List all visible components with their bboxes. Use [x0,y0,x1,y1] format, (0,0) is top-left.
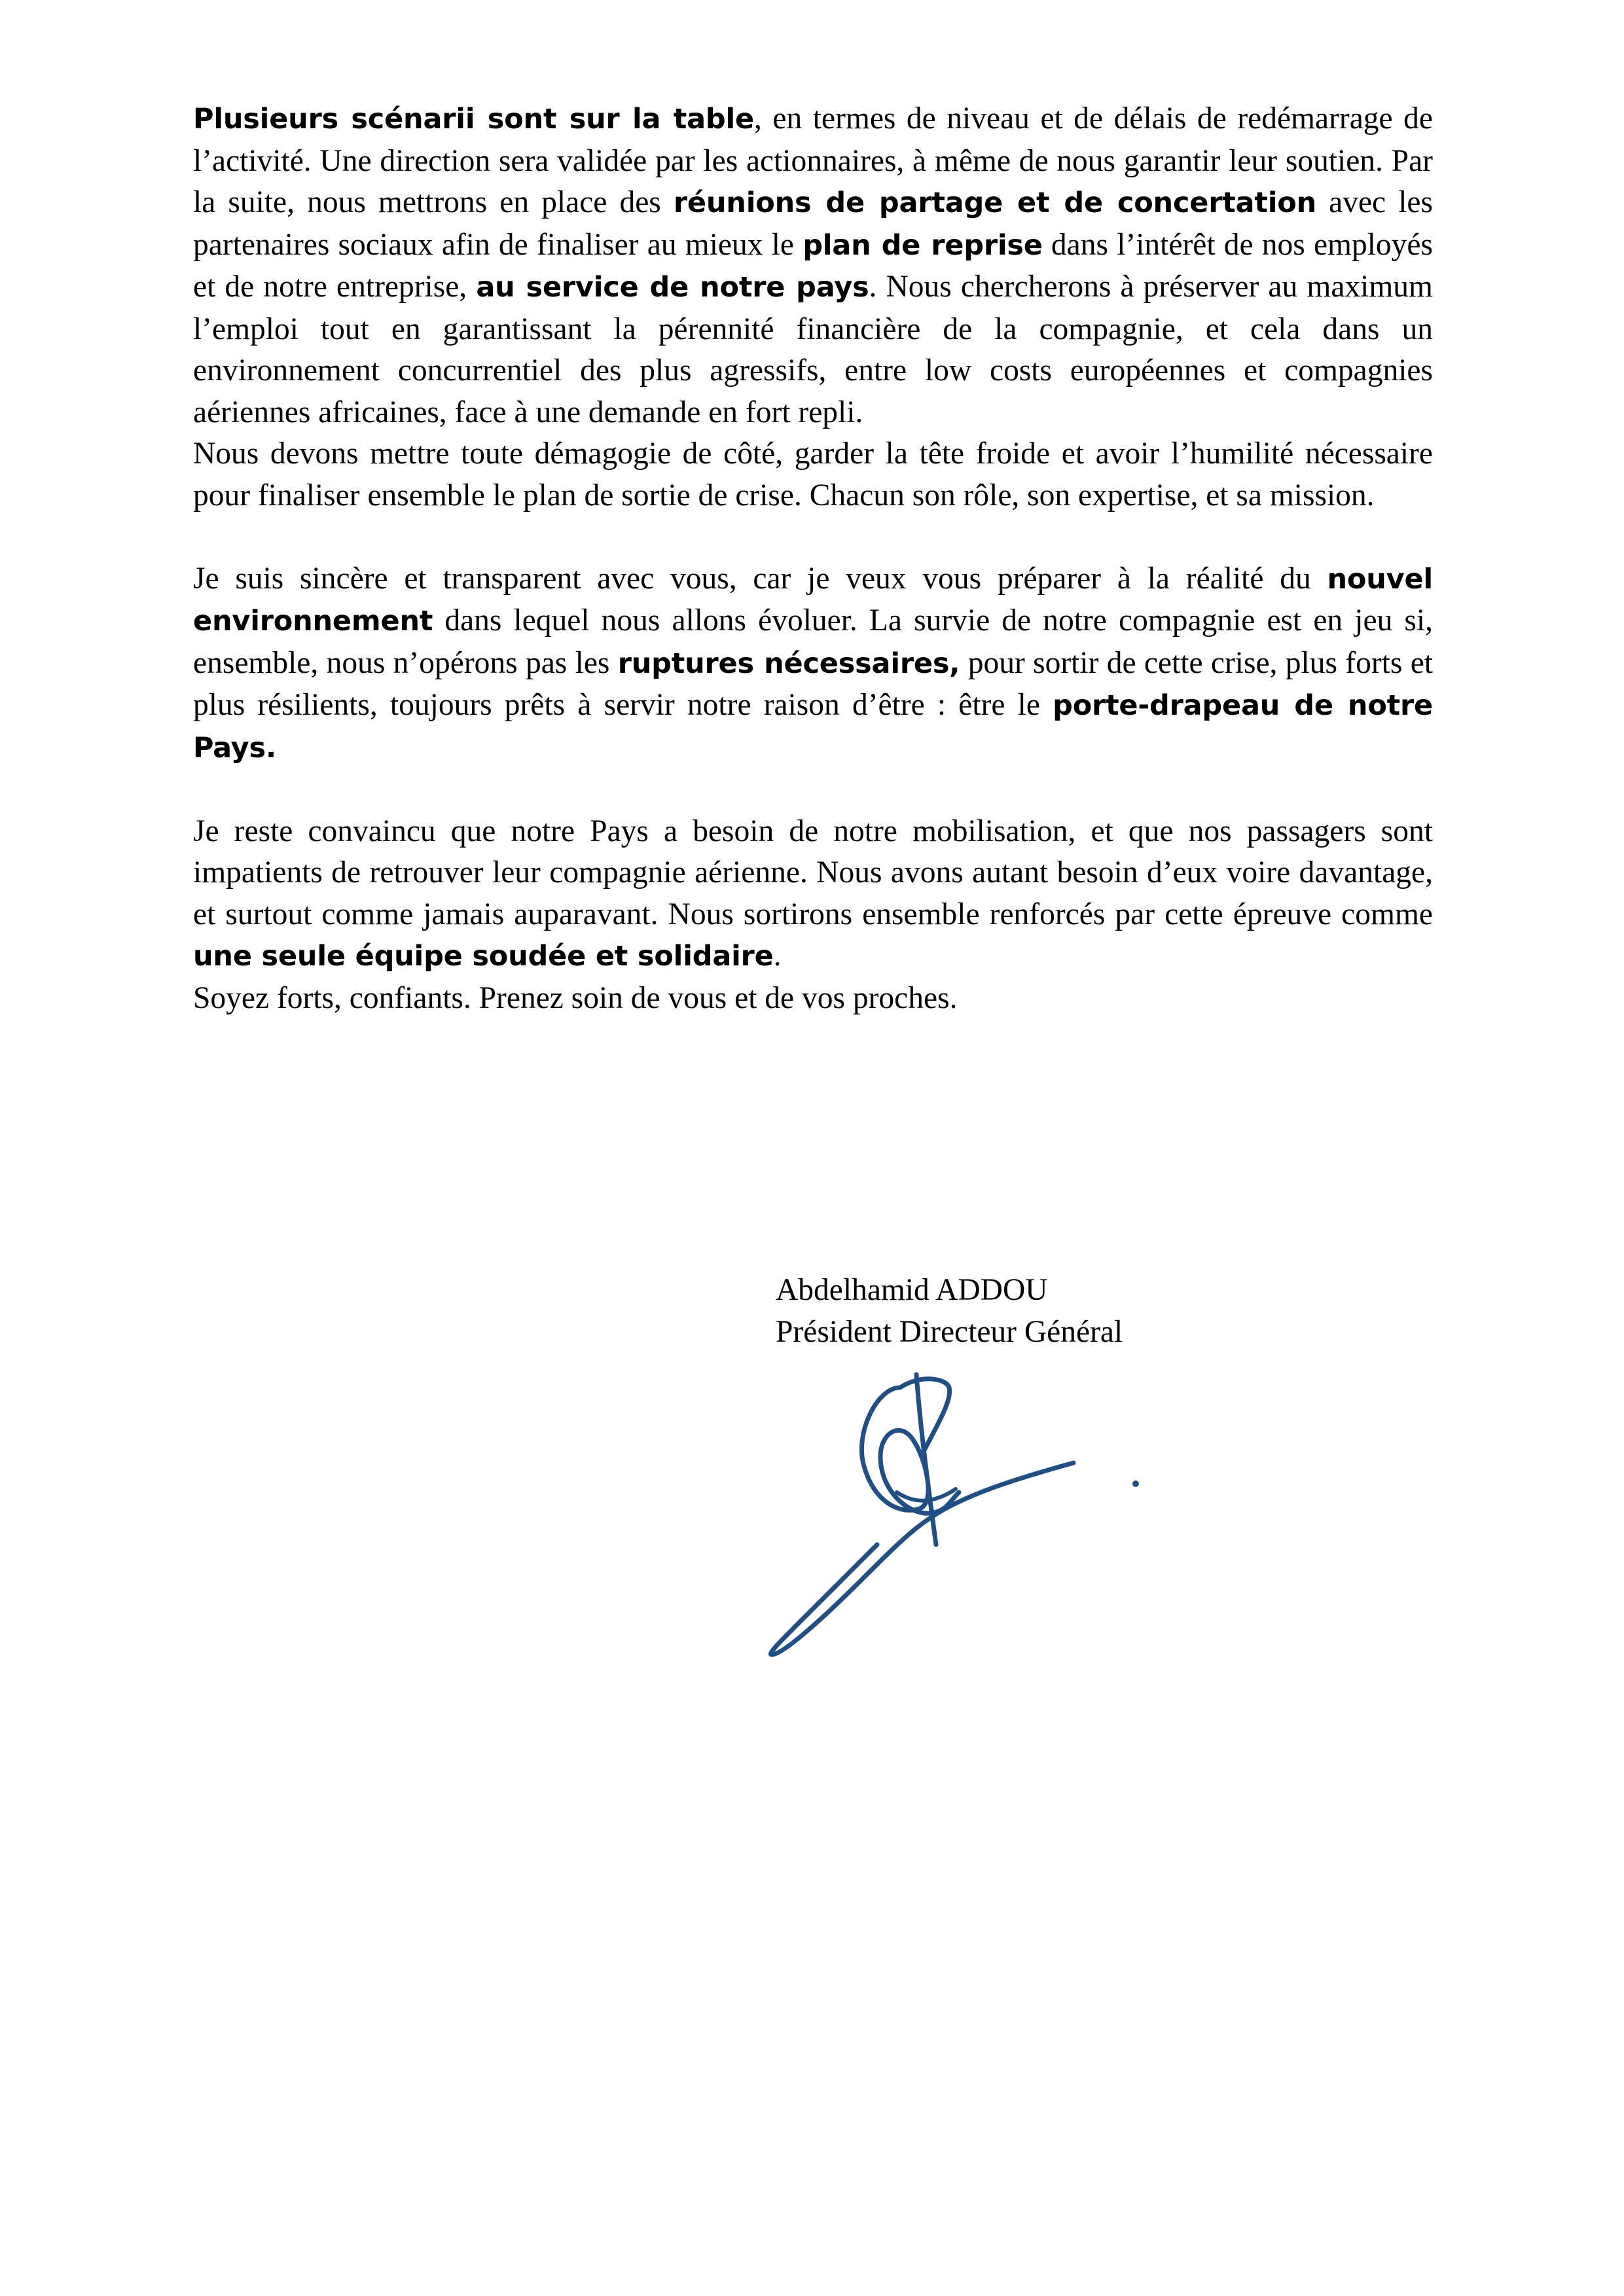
bold-text-run: une seule équipe soudée et solidaire [193,940,774,973]
signatory-title: Président Directeur Général [776,1314,1123,1349]
signature-stroke-sweep [770,1463,1074,1655]
text-run: . Nous chercherons à préserver au maximum l’emploi tout en garantissant la pérennité financière de la compagnie, et cela dans un environnement concurrentiel des plus agressifs, entre low costs européennes et compagnies aériennes africaines, face à une demande en fort repli. [193,270,1433,429]
signature-block [776,1270,1123,1353]
bold-text-run: plan de reprise [803,228,1043,262]
bold-text-run: au service de notre pays [476,271,869,304]
text-run: Je suis sincère et transparent avec vous, car je veux vous préparer à la réalité du [193,561,1327,596]
text-run: avec les partenaires sociaux afin de finaliser au mieux le [193,185,1433,262]
paragraph-3 [193,558,1433,770]
bold-text-run: Plusieurs scénarii sont sur la table [193,103,755,135]
handwritten-signature [740,1361,1159,1676]
text-run: Nous devons mettre toute démagogie de côté, garder la tête froide et avoir l’humilité nécessaire pour finaliser ensemble le plan de sortie de crise. Chacun son rôle, son expertise, et sa mission. [193,437,1433,512]
letter-body [193,98,1433,1019]
paragraph-1 [193,98,1433,433]
text-run: . [773,939,782,973]
signatory-name: Abdelhamid ADDOU [776,1273,1048,1307]
paragraph-2 [193,433,1433,516]
bold-text-run: porte-drapeau de notre Pays. [193,689,1433,764]
paragraph-4 [193,811,1433,978]
signature-dot [1132,1480,1139,1487]
text-run: dans lequel nous allons évoluer. La survie de notre compagnie est en jeu si, ensemble, nous n’opérons pas les [193,603,1433,680]
bold-text-run: ruptures nécessaires, [617,647,960,680]
bold-text-run: nouvel environnement [193,562,1433,637]
text-run: pour sortir de cette crise, plus forts et plus résilients, toujours prêts à servir notre raison d’être : être le [193,645,1433,722]
text-run: , en termes de niveau et de délais de redémarrage de l’activité. Une direction sera validée par les actionnaires, à même de nous garantir leur soutien. Par la suite, nous mettrons en place des [193,101,1434,219]
closing-line: Soyez forts, confiants. Prenez soin de vous et de vos proches. [193,980,958,1015]
text-run: dans l’intérêt de nos employés et de notre entreprise, [193,227,1433,304]
bold-text-run: réunions de partage et de concertation [673,187,1317,219]
text-run: Je reste convaincu que notre Pays a besoin de notre mobilisation, et que nos passagers sont impatients de retrouver leur compagnie aérienne. Nous avons autant besoin d’eux voire davantage, et surtout comme jamais auparavant. Nous sortirons ensemble renforcés par cette épreuve comme [193,814,1433,931]
